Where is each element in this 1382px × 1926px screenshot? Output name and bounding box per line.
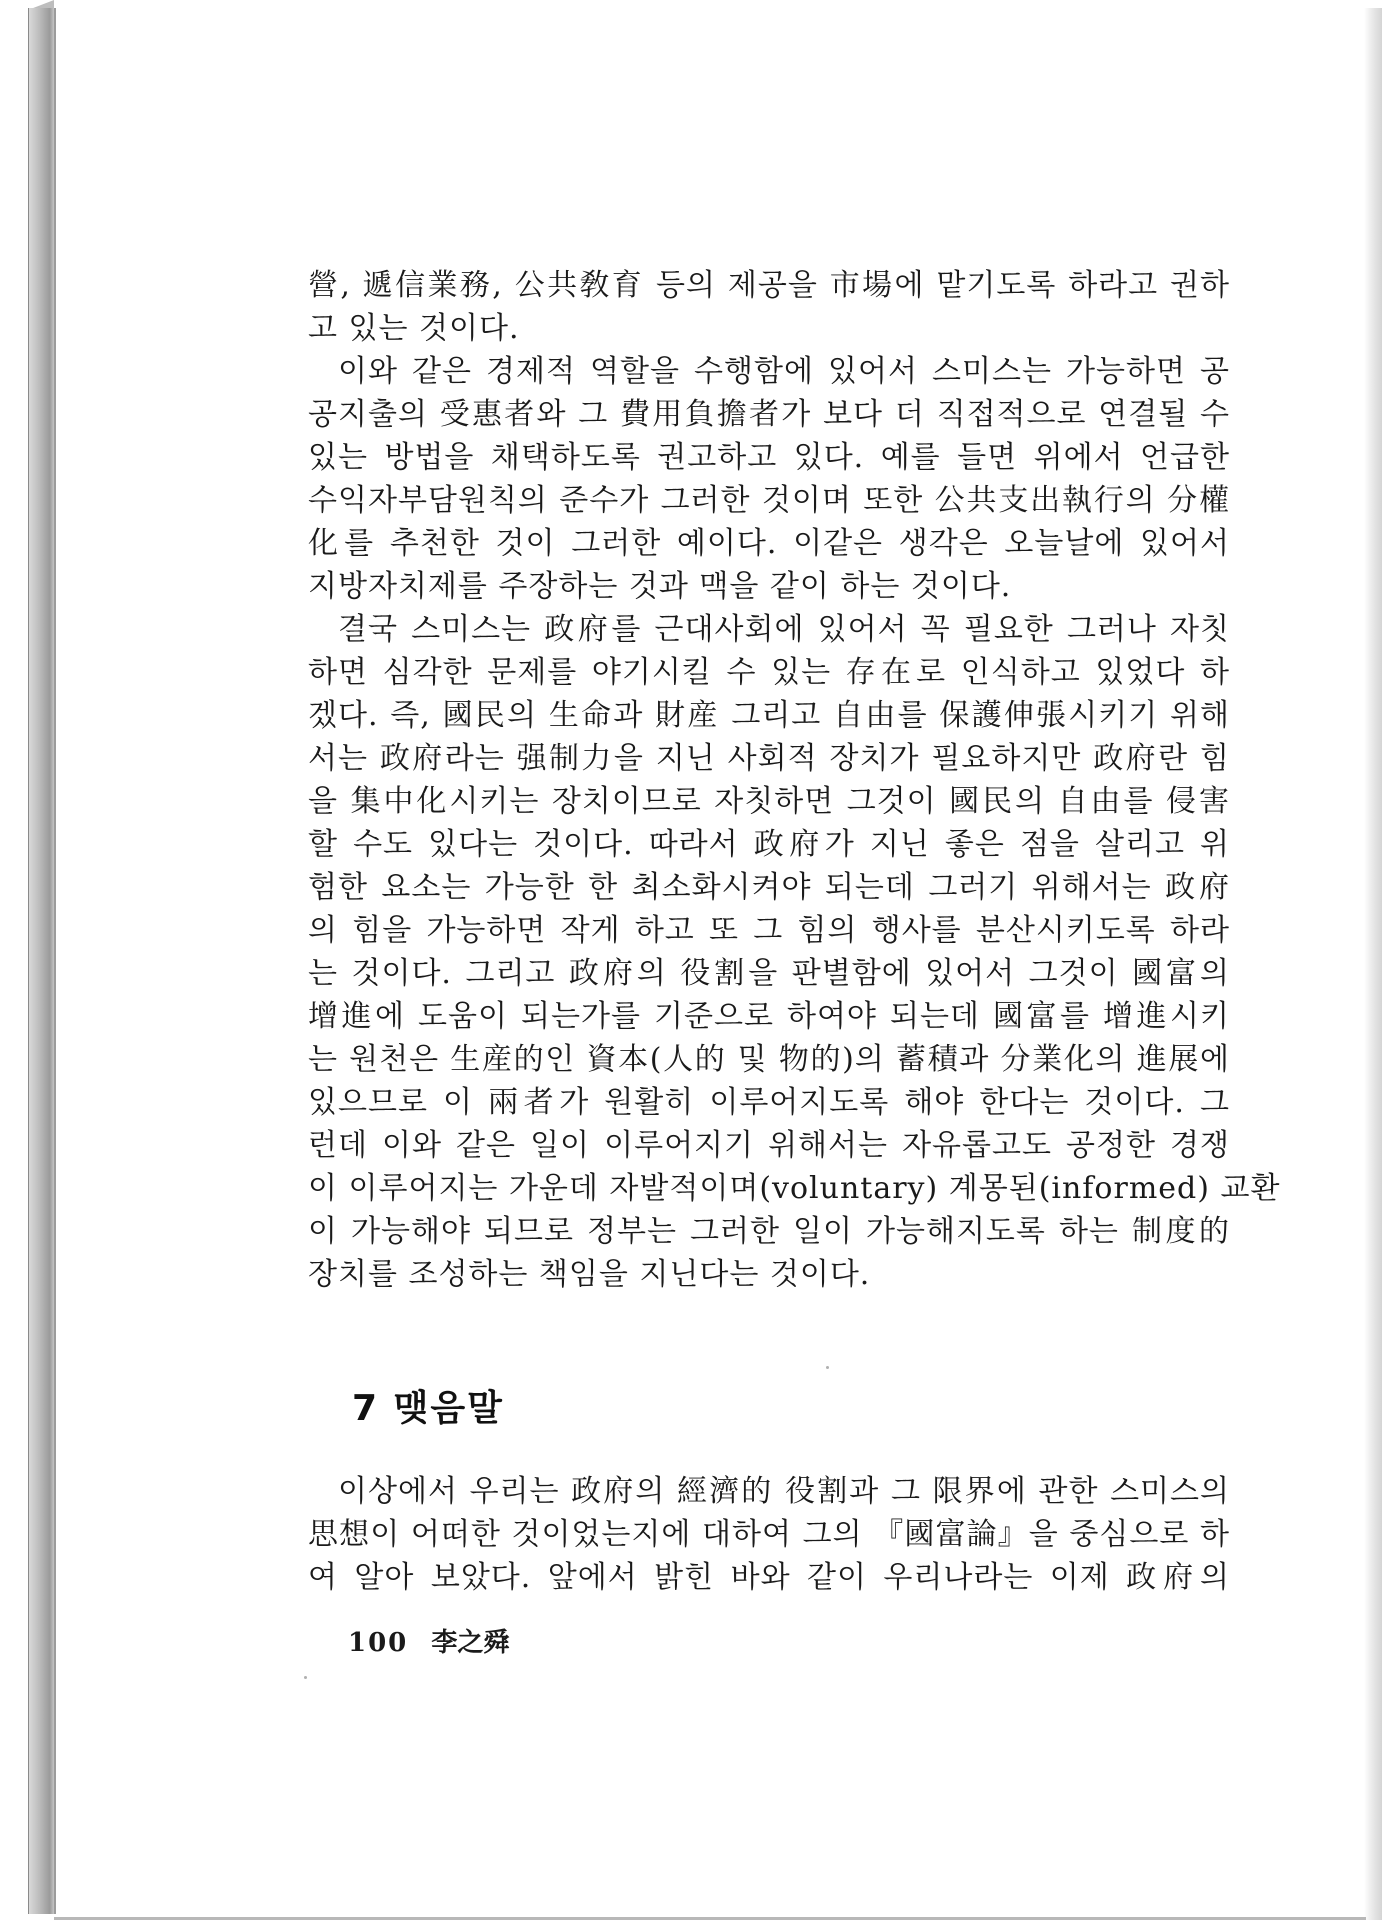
author-name: 李之舜: [431, 1628, 510, 1658]
text-line: 런데 이와 같은 일이 이루어지기 위해서는 자유롭고도 공정한 경쟁: [308, 1128, 1230, 1163]
text-line: 이와 같은 경제적 역할을 수행함에 있어서 스미스는 가능하면 공: [338, 354, 1230, 389]
print-speck: [826, 1366, 829, 1369]
page-bottom-edge: [54, 1917, 1366, 1920]
text-line: 營, 遞信業務, 公共敎育 등의 제공을 市場에 맡기도록 하라고 권하: [308, 268, 1230, 303]
text-line: 이상에서 우리는 政府의 經濟的 役割과 그 限界에 관한 스미스의: [338, 1474, 1230, 1509]
page-right-shadow: [1364, 8, 1382, 1920]
text-line: 겠다. 즉, 國民의 生命과 財産 그리고 自由를 保護伸張시키기 위해: [308, 698, 1230, 733]
text-line: 하면 심각한 문제를 야기시킬 수 있는 存在로 인식하고 있었다 하: [308, 655, 1230, 690]
text-line: 이 가능해야 되므로 정부는 그러한 일이 가능해지도록 하는 制度的: [308, 1214, 1230, 1249]
text-line: 는 것이다. 그리고 政府의 役割을 판별함에 있어서 그것이 國富의: [308, 956, 1230, 991]
text-line: 는 원천은 生産的인 資本(人的 및 物的)의 蓄積과 分業化의 進展에: [308, 1042, 1230, 1077]
text-line: 思想이 어떠한 것이었는지에 대하여 그의 『國富論』을 중심으로 하: [308, 1517, 1230, 1552]
paragraph-continued: [308, 264, 1230, 350]
text-line: 할 수도 있다는 것이다. 따라서 政府가 지닌 좋은 점을 살리고 위: [308, 827, 1230, 862]
text-line: 고 있는 것이다.: [308, 311, 520, 346]
page-left-edge: [54, 8, 56, 1914]
text-line: 지방자치제를 주장하는 것과 맥을 같이 하는 것이다.: [308, 569, 1012, 604]
text-line: 여 알아 보았다. 앞에서 밝힌 바와 같이 우리나라는 이제 政府의: [308, 1560, 1230, 1595]
text-line: 험한 요소는 가능한 한 최소화시켜야 되는데 그러기 위해서는 政府: [308, 870, 1230, 905]
paragraph-government-role: [308, 608, 1281, 1296]
main-text-block: [308, 264, 1281, 1296]
book-spine: [28, 8, 55, 1914]
text-line: 增進에 도움이 되는가를 기준으로 하여야 되는데 國富를 增進시키: [308, 999, 1230, 1034]
text-line: 장치를 조성하는 책임을 지닌다는 것이다.: [308, 1257, 871, 1292]
text-line: 있는 방법을 채택하도록 권고하고 있다. 예를 들면 위에서 언급한: [308, 440, 1230, 475]
section-heading: 7 맺음말: [352, 1388, 504, 1429]
text-line: 을 集中化시키는 장치이므로 자칫하면 그것이 國民의 自由를 侵害: [308, 784, 1230, 819]
paragraph-smith-expenditure: [308, 350, 1230, 608]
text-line: 서는 政府라는 强制力을 지닌 사회적 장치가 필요하지만 政府란 힘: [308, 741, 1230, 776]
paragraph-conclusion: [308, 1470, 1230, 1599]
page-number: 100: [348, 1628, 409, 1658]
text-line: 있으므로 이 兩者가 원활히 이루어지도록 해야 한다는 것이다. 그: [308, 1085, 1230, 1120]
closing-text-block: [308, 1470, 1230, 1599]
print-speck: [304, 1676, 307, 1679]
text-line: 결국 스미스는 政府를 근대사회에 있어서 꼭 필요한 그러나 자칫: [338, 612, 1230, 647]
text-line: 化를 추천한 것이 그러한 예이다. 이같은 생각은 오늘날에 있어서: [308, 526, 1230, 561]
text-line: 공지출의 受惠者와 그 費用負擔者가 보다 더 직접적으로 연결될 수: [308, 397, 1230, 432]
page-footer: [348, 1622, 509, 1659]
text-line: 수익자부담원칙의 준수가 그러한 것이며 또한 公共支出執行의 分權: [308, 483, 1230, 518]
text-line: 의 힘을 가능하면 작게 하고 또 그 힘의 행사를 분산시키도록 하라: [308, 913, 1230, 948]
text-line: 이 이루어지는 가운데 자발적이며(voluntary) 계몽된(informed) 교환: [308, 1171, 1281, 1206]
